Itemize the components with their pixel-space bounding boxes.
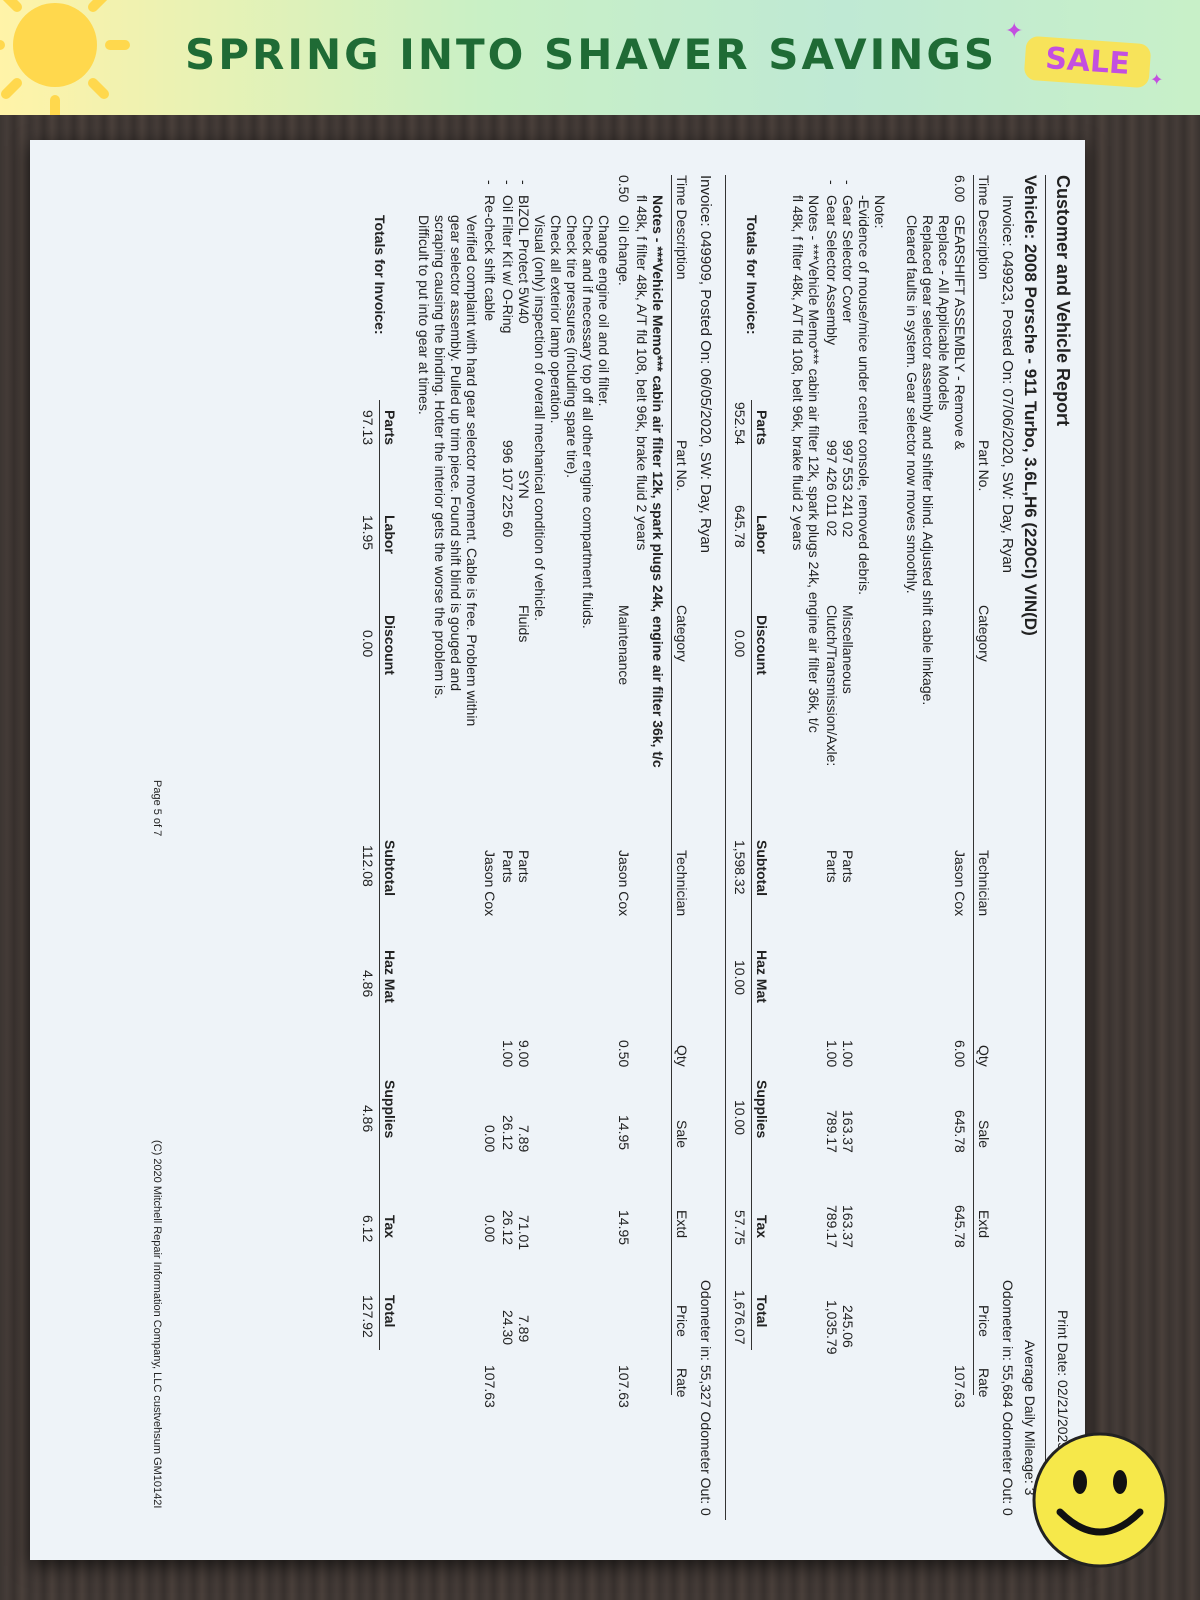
part-sale: 7.89	[516, 1125, 532, 1153]
job-desc-line: Cleared faults in system. Gear selector now moves smoothly.	[904, 215, 920, 594]
part-desc: BIZOL Protect 5W40	[516, 195, 532, 324]
part-price: 7.89	[516, 1315, 532, 1343]
col-header-rate: Rate	[674, 1368, 690, 1398]
totals-total-label: Total	[382, 1295, 398, 1328]
job-qty: 0.50	[616, 1040, 632, 1068]
part-desc: Gear Selector Assembly	[824, 195, 840, 346]
job-step: Check tire pressures (including spare tire).	[564, 215, 580, 478]
part-number: SYN	[516, 470, 532, 499]
job-category: Maintenance	[616, 605, 632, 686]
totals-tax-label: Tax	[754, 1215, 770, 1239]
job-sale: 14.95	[616, 1115, 632, 1151]
job-desc-line: Replaced gear selector assembly and shifter blind. Adjusted shift cable linkage.	[920, 215, 936, 706]
note-line: Note:	[872, 195, 888, 229]
vehicle-memo: fl 48k, f filter 48k, A/T fld 108, belt 96k, brake fluid 2 years	[790, 195, 806, 551]
job-technician: Jason Cox	[482, 850, 498, 917]
totals-supplies: 10.00	[732, 1100, 748, 1136]
copyright: (C) 2020 Mitchell Repair Information Company, LLC custvehsum GM10142I	[151, 1140, 163, 1509]
totals-hazmat: 4.86	[360, 970, 376, 998]
sun-icon	[0, 0, 130, 115]
part-number: 997 553 241 02	[840, 440, 856, 538]
totals-tax: 57.75	[732, 1210, 748, 1246]
part-extd: 26.12	[500, 1210, 516, 1246]
job-desc-line: Verified complaint with hard gear selector movement. Cable is free. Problem within	[464, 215, 480, 727]
avg-mileage: Average Daily Mileage: 3	[1022, 1340, 1038, 1496]
totals-labor-label: Labor	[754, 515, 770, 554]
job-rate: 107.63	[616, 1365, 632, 1408]
part-qty: 1.00	[824, 1040, 840, 1068]
job-qty: 6.00	[952, 1040, 968, 1068]
job-hours: 0.50	[616, 175, 632, 203]
part-category: Clutch/Transmission/Axle:	[824, 605, 840, 767]
totals-subtotal-label: Subtotal	[754, 840, 770, 896]
col-header-price: Price	[674, 1305, 690, 1337]
col-header-time-desc: Time Description	[976, 175, 992, 280]
invoice-line: Invoice: 049909, Posted On: 06/05/2020, SW: Day, Ryan	[697, 175, 714, 554]
job-sale: 0.00	[482, 1125, 498, 1153]
totals-discount-label: Discount	[754, 615, 770, 675]
part-technician: Parts	[516, 850, 532, 883]
job-title: GEARSHIFT ASSEMBLY - Remove &	[952, 215, 968, 450]
print-date: Print Date: 02/21/2025	[1055, 1310, 1071, 1451]
job-step: Check all exterior lamp operation.	[548, 215, 564, 424]
totals-label: Totals for Invoice:	[744, 215, 760, 335]
totals-parts: 97.13	[360, 410, 376, 446]
totals-label: Totals for Invoice:	[372, 215, 388, 335]
vehicle-memo: Notes - ***Vehicle Memo*** cabin air filter 12k, spark plugs 24k, engine air filter 36k, t/c	[650, 195, 666, 768]
col-header-part-no: Part No.	[674, 440, 690, 492]
part-qty: 9.00	[516, 1040, 532, 1068]
part-technician: Parts	[840, 850, 856, 883]
sparkle-icon: ✦	[1150, 72, 1164, 89]
note-line: -Evidence of mouse/mice under center console, removed debris.	[856, 195, 872, 595]
col-header-category: Category	[976, 605, 992, 662]
col-header-qty: Qty	[976, 1045, 992, 1067]
part-sale: 789.17	[824, 1110, 840, 1153]
part-number: 997 426 011 02	[824, 440, 840, 537]
odometer: Odometer in: 55,684 Odometer Out: 0	[1000, 1280, 1016, 1516]
part-desc: Oil Filter Kit w/ O-Ring	[500, 195, 516, 334]
col-header-category: Category	[674, 605, 690, 662]
totals-labor: 14.95	[360, 515, 376, 551]
job-desc-line: gear selector assembly. Pulled up trim piece. Found shift blind is gouged and	[448, 215, 464, 692]
job-technician: Jason Cox	[616, 850, 632, 917]
vehicle-memo: fl 48k, f filter 48k, A/T fld 108, belt 96k, brake fluid 2 years	[634, 195, 650, 551]
job-rate: 107.63	[952, 1365, 968, 1408]
part-price: 245.06	[840, 1305, 856, 1348]
job-title: Re-check shift cable	[482, 195, 498, 322]
job-step: Change engine oil and oil filter.	[596, 215, 612, 407]
totals-parts: 952.54	[732, 402, 748, 445]
totals-discount-label: Discount	[382, 615, 398, 675]
invoice-line: Invoice: 049923, Posted On: 07/06/2020, SW: Day, Ryan	[999, 195, 1016, 574]
totals-supplies: 4.86	[360, 1105, 376, 1133]
totals-total: 1,676.07	[732, 1290, 748, 1345]
totals-hazmat-label: Haz Mat	[754, 950, 770, 1003]
totals-subtotal: 1,598.32	[732, 840, 748, 895]
part-technician: Parts	[824, 850, 840, 883]
totals-subtotal: 112.08	[360, 845, 376, 887]
job-step: Check and if necessary top off all other engine compartment fluids.	[580, 215, 596, 629]
totals-discount: 0.00	[732, 630, 748, 658]
totals-discount: 0.00	[360, 630, 376, 658]
col-header-sale: Sale	[674, 1120, 690, 1149]
report-page	[30, 140, 1085, 1560]
part-extd: 71.01	[516, 1215, 532, 1251]
col-header-price: Price	[976, 1305, 992, 1337]
totals-labor-label: Labor	[382, 515, 398, 554]
job-desc-line: scraping causing the binding. Hotter the interior gets the worse the problem is.	[432, 215, 448, 700]
part-desc: Gear Selector Cover	[840, 195, 856, 323]
vehicle-title: Vehicle: 2008 Porsche - 911 Turbo, 3.6L,H6 (220CI) VIN(D)	[1021, 175, 1040, 636]
job-extd: 14.95	[616, 1210, 632, 1246]
part-category: Fluids	[516, 605, 532, 643]
part-qty: 1.00	[500, 1040, 516, 1068]
part-extd: 163.37	[840, 1205, 856, 1248]
part-category: Miscellaneous	[840, 605, 856, 694]
page-number: Page 5 of 7	[151, 780, 163, 837]
job-technician: Jason Cox	[952, 850, 968, 917]
smiley-face-icon	[1030, 1430, 1170, 1570]
part-sale: 26.12	[500, 1115, 516, 1151]
job-desc-line: Difficult to put into gear at times.	[416, 215, 432, 415]
col-header-technician: Technician	[674, 850, 690, 917]
part-price: 24.30	[500, 1310, 516, 1346]
col-header-qty: Qty	[674, 1045, 690, 1067]
totals-parts-label: Parts	[382, 410, 398, 446]
report-content	[38, 140, 1078, 1560]
part-technician: Parts	[500, 850, 516, 883]
col-header-rate: Rate	[976, 1368, 992, 1398]
totals-supplies-label: Supplies	[382, 1080, 398, 1139]
bullet: -	[482, 180, 498, 185]
job-step: Visual (only) inspection of overall mechanical condition of vehicle.	[532, 215, 548, 621]
totals-parts-label: Parts	[754, 410, 770, 446]
job-sale: 645.78	[952, 1110, 968, 1153]
col-header-extd: Extd	[976, 1210, 992, 1239]
job-extd: 645.78	[952, 1205, 968, 1248]
bullet: -	[840, 180, 856, 185]
totals-tax-label: Tax	[382, 1215, 398, 1239]
totals-subtotal-label: Subtotal	[382, 840, 398, 896]
col-header-extd: Extd	[674, 1210, 690, 1239]
part-extd: 789.17	[824, 1205, 840, 1248]
job-title: Oil change.	[616, 215, 632, 286]
report-title: Customer and Vehicle Report	[1053, 175, 1073, 427]
bullet: -	[500, 180, 516, 185]
job-desc-line: Replace - All Applicable Models	[936, 215, 952, 411]
totals-total: 127.92	[360, 1295, 376, 1338]
col-header-part-no: Part No.	[976, 440, 992, 492]
part-qty: 1.00	[840, 1040, 856, 1068]
totals-total-label: Total	[754, 1295, 770, 1328]
job-extd: 0.00	[482, 1215, 498, 1243]
part-number: 996 107 225 60	[500, 440, 516, 538]
totals-labor: 645.78	[732, 505, 748, 548]
sparkle-icon: ✦	[1005, 18, 1024, 43]
totals-tax: 6.12	[360, 1215, 376, 1243]
sale-badge[interactable]: SALE	[1024, 36, 1152, 89]
bullet: -	[516, 180, 532, 185]
part-sale: 163.37	[840, 1110, 856, 1153]
totals-hazmat-label: Haz Mat	[382, 950, 398, 1003]
col-header-technician: Technician	[976, 850, 992, 917]
promo-banner	[0, 0, 1200, 115]
col-header-sale: Sale	[976, 1120, 992, 1149]
bullet: -	[824, 180, 840, 185]
totals-supplies-label: Supplies	[754, 1080, 770, 1139]
totals-hazmat: 10.00	[732, 960, 748, 996]
odometer: Odometer in: 55,327 Odometer Out: 0	[698, 1280, 714, 1516]
job-hours: 6.00	[952, 175, 968, 203]
job-rate: 107.63	[482, 1365, 498, 1408]
vehicle-memo: Notes - ***Vehicle Memo*** cabin air filter 12k, spark plugs 24k, engine air filter 36k, t/c	[806, 195, 822, 733]
col-header-time-desc: Time Description	[674, 175, 690, 280]
banner-title: SPRING INTO SHAVER SAVINGS	[185, 30, 998, 79]
part-price: 1,035.79	[824, 1300, 840, 1355]
